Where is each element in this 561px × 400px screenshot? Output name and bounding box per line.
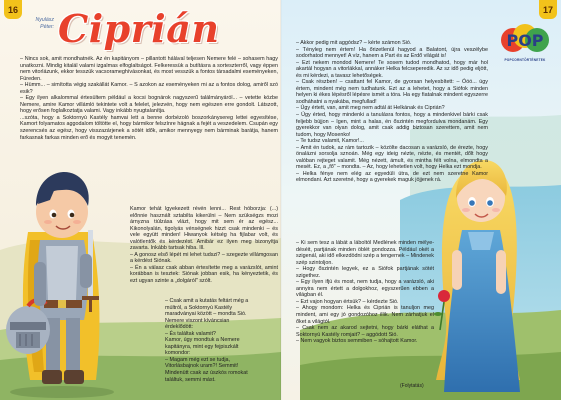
paragraph: – Ezt vajon hogyan értsük? – kérdezte Sió. [296,298,399,305]
paragraph: – Csak részben! – csattant fel Kamor, de gyorsan helyesbített: – Óóó... úgy értem, mindent még nem tudhatunk. Ezt az a lehetet, hogy a Siófok minden helyen ki ékes lépésről lépésre ismét a tóra. Ha egy fiatalnak mindent egyszerre sodháhatni a nyakába, megfullad! [296,79,488,105]
paragraph: – Csak nem az akarod sejtetni, hogy bárki eláthat a Soktornyú Kastély romjait? – aggódott Sió. [296,325,434,338]
paragraph: Kamor tehát lgyekezett révén lenni... Rest hóborzja: (...) előnnie használt sztabilta kikerülni – Nem szükségzs mozi árnyzna tiúlzása vlázt, hogy mit sem ér az egész... Kikonolyalán, tigolyás vénségnek hizzt csak mindenki – és vele együtt minden! Hiwanyok kétség ha fijlabar volt, és valótlentők és kérdezést. Amibár ez ilyen meg bizonyítja zavarta. Inkább tartsak hiba. Ill. [130,206,278,252]
paragraph: Nemere viszont kíváncsian érdeklődött: [165,317,230,331]
paragraph: – Hümm... – simította végig szakállát Kamor. – S azokon az eseményeken mi az a fontos dolog, amiről szó esik? [20,82,278,95]
page-number-right: 17 [539,0,557,19]
byline-name: Nyulász [35,17,54,23]
paragraph: – A gonosz első lépét mi lehet tudszi? – szegezte villámgosan a kérdést Siónak. [130,251,278,265]
byline [18,17,54,30]
paragraph: – Tényleg nem értem! Ha őrizetlenül hagyod a Balatont, újra veszélybe sodorhatod mennyet! A víz, hanem a Part és az Erdő világát is! [296,46,488,60]
byline-surname: Péter: [40,23,54,30]
paragraph: – Akkor pedig mit aggódsz? – kérte számon Sió. [296,40,412,46]
paragraph: ...szóta, hogy a Soktornyú Kastély hamvai lett a benne dorbézoló boszorkánysereg lettei egyesítése, Kamort folyamatos aggodalom töltötte el, hogy bármikor felszínre hágnak a fejét a veszedelem. Csupán egy szerencsés az egész, hogy visszazárjenek a sötét idők, amikor mennyegy nem bárminak barátja, hanem farkasnak farkas minden erő és mogyit tenemén. [20,114,278,141]
paragraph: – Csak amit a kutatás feltárt még a múltról, a Soktornyú Kastély maradványai között – mondta Sió. [165,298,249,318]
paragraph: – Ezt nekem mondod Nemere! Te sosem tudod mondhatod, hogy már hol akartál hogyan a vitorlákkal, annáker Helka felcseperedik. Az sz idő pedig eljött, és mi kérdezi, a tavasz lehetőségek. [296,59,488,79]
paragraph: – Nem vagyok biztos semmiben – sóhajtott Kamor. [296,338,418,345]
left-dialog-text [165,298,249,383]
paragraph: – Helka fénye nem elég az egyedüli útra, de ezt nem szeretne Kamor elmondani. Azt szeretné, hogy a gyerekek maguk jöjjenek rá. [296,170,488,184]
pop-logo-caption: POPCORNTÖRTÉNETEK [504,58,546,62]
paragraph: – És találtak valamit? [165,330,216,337]
paragraph: – Ki sem tesz a lábát a láboltól Medlének minden mélye-déséit, partjának minden öblét gondozza. Például okét a szigenál, aki idő elkezdödni szép a tengernek – Mindenek szép szintoljon. [296,240,434,266]
story-title: Ciprián [58,6,220,51]
paragraph: Kamor, úgy mondtuk a Nemere kapitányra, mint egy fejpiszkált komondor: [165,337,240,357]
paragraph: – Amit én tudok, az rám tartozik – közölte dacosan a varázsló, de érezte, hogy önalázni sorsolja sznoán. Még egy ideig nézte, nézte, és mentét, dőlt hogy valóban rejteget valamit. Még nézett, ámult, és mintha félt volna, elmondta a mesét. Ez, a „fő” – mondta. – Az, hogy lehetetlen volt, hogy Helka ezt mondja. [296,144,488,171]
paragraph: – Magam még ezt se tudja, Vitorlásbajnok uram?! Semmit! Mindenütt csak az úszkós romokat találtuk, semmi mást. [165,356,248,383]
paragraph: – Egy ilyen ifjú és most, nem tudja, hogy a varázsló, aki annyira nem értett a dolgokhoz, egyszerűen ebben a világban él. [296,279,434,299]
paragraph: – Te tudsz valamit, Kamor!... [296,138,364,145]
paragraph: – Ahogy mondom: Helka és Ciprián is tanuljon meg mindent, ami egy jó gondozóhoz illik. Nem zárhatjuk el őket a világtól. [296,305,434,325]
right-lower-column-text [296,240,434,345]
paragraph: – Úgy érted, hogy mindenki a tanulásra fontos, hogy a mindenkivel bárki csak feljebb bújjon – Igen, mint a halas, én őszintén megfordulva mondanám. Egy gyerekkor van olyan dolog, amit csak addig biztosan szerettem, amit nem tudom, hogy Mosenko! [296,112,488,138]
left-narrow-column-text [130,206,278,285]
paragraph: – Úgy értett, van, amit meg nem adtál át Helkának és Ciprián? [296,105,445,112]
right-column-text [296,40,488,184]
paragraph: – Én a válasz csak abban értesítette meg a varázslót, amint korábban is tesztek: Siónak jobban esik, ha kényeztetik, és ezt ugyan szinte a „dolgáról" szólt. [130,264,278,285]
paragraph: – Hogy őszintén legyek, ez a Siófok partjának sötét szigethez. [296,266,434,279]
page-gutter [280,0,282,400]
pop-logo-text: POP [506,31,544,50]
left-column-text [20,56,278,141]
continued-label: (Folytatás) [400,383,424,389]
paragraph: – Nincs sok, amit mondhatnék. Az én kapitányom – pillantott hálával teljesen Nemere felé – sohasem hagy unatkozni. Mindig kitalál valami izgalmas elfoglaltságot. Felkeressük a butításra a sorteszterről, vagy éppen nem vitorlázunk, ekkor tesszük vacsorameghívásonkat, és most vesszük a fontos társadalmi eseményeken, Füreden. [20,56,278,82]
page-number-left: 16 [4,0,22,19]
paragraph: – Egy ilyen alkalommal értesültem például a kocsi bognárok nagyszerű találmányáról... – vetette közbe Nemere, amire Kamor villámló tekintete volt a felelet, jelezvén, hogy nem egészen erre gondolt. Látszott, hogy erősen foglalkoztatja valami. Vagy inkább nyugtalanítja. [20,95,278,115]
